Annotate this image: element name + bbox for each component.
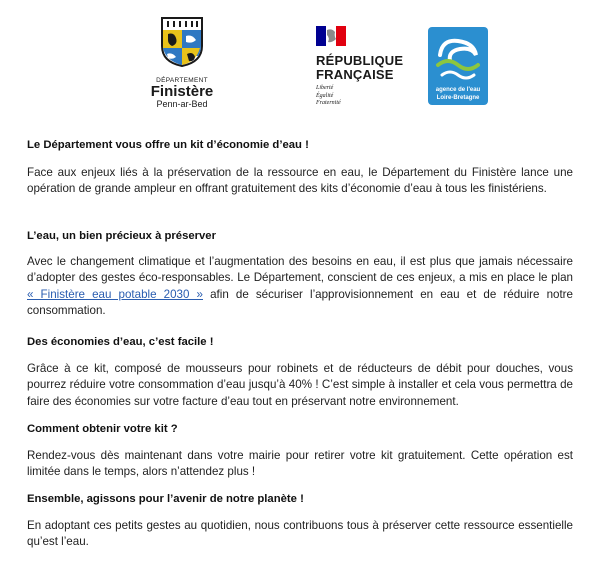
motto-liberte: Liberté <box>316 85 334 91</box>
section-1-heading: Le Département vous offre un kit d’économie d’eau ! <box>27 139 309 151</box>
header-logos <box>0 0 600 120</box>
finistere-line1: DÉPARTEMENT <box>156 77 208 84</box>
section-4-heading: Comment obtenir votre kit ? <box>27 423 178 435</box>
section-3-text: Grâce à ce kit, composé de mousseurs pour robinets et de réducteurs de débit pour douches, vous pourrez réduire votre consommation d’eau jusqu’à 40% ! C’est simple à installer et cela vous permettra de faire des économies sur votre facture d’eau tout en préservant notre environnement. <box>27 362 573 408</box>
motto-egalite: Égalité <box>316 92 334 99</box>
finistere-coat-of-arms-icon <box>160 16 204 68</box>
section-2-text-before: Avec le changement climatique et l’augmentation des besoins en eau, il est plus que jamais nécessaire d’adopter des gestes éco-responsables. Le Département, conscient de ces enjeux, a mis en place le plan <box>27 255 573 285</box>
republique-title-line1: RÉPUBLIQUE <box>316 53 404 68</box>
finistere-line2: Finistère <box>150 83 214 100</box>
agence-line1: agence de l'eau <box>435 87 481 93</box>
finistere-line3: Penn-ar-Bed <box>156 99 208 109</box>
agence-eau-emblem-icon <box>428 27 488 105</box>
agence-line2: Loire-Bretagne <box>436 95 480 101</box>
finistere-logo <box>140 16 224 109</box>
republique-francaise-logo <box>316 26 416 108</box>
section-5-heading: Ensemble, agissons pour l’avenir de notre planète ! <box>27 493 304 505</box>
republique-title-line2: FRANÇAISE <box>316 67 394 82</box>
section-2-text <box>27 254 573 320</box>
section-2-heading: L’eau, un bien précieux à préserver <box>27 230 216 242</box>
section-3-heading: Des économies d’eau, c’est facile ! <box>27 336 214 348</box>
agence-eau-logo <box>428 27 488 105</box>
plan-eau-potable-link[interactable]: « Finistère eau potable 2030 » <box>27 287 203 301</box>
republique-motto <box>316 85 416 108</box>
section-5-text: En adoptant ces petits gestes au quotidien, nous contribuons tous à préserver cette ressource essentielle qu’est l’eau. <box>27 519 573 549</box>
motto-fraternite: Fraternité <box>316 100 341 106</box>
section-4-text: Rendez-vous dès maintenant dans votre mairie pour retirer votre kit gratuitement. Cette opération est limitée dans le temps, alors n’attendez plus ! <box>27 449 573 479</box>
section-1-text: Face aux enjeux liés à la préservation de la ressource en eau, le Département du Finistère lance une opération de grande ampleur en offrant gratuitement des kits d’économie d’eau à tous les finistériens. <box>27 166 573 196</box>
marianne-icon <box>316 26 346 46</box>
section-2-text-after: afin de sécuriser l’approvisionnement en eau et de réduire notre consommation. <box>27 287 573 318</box>
